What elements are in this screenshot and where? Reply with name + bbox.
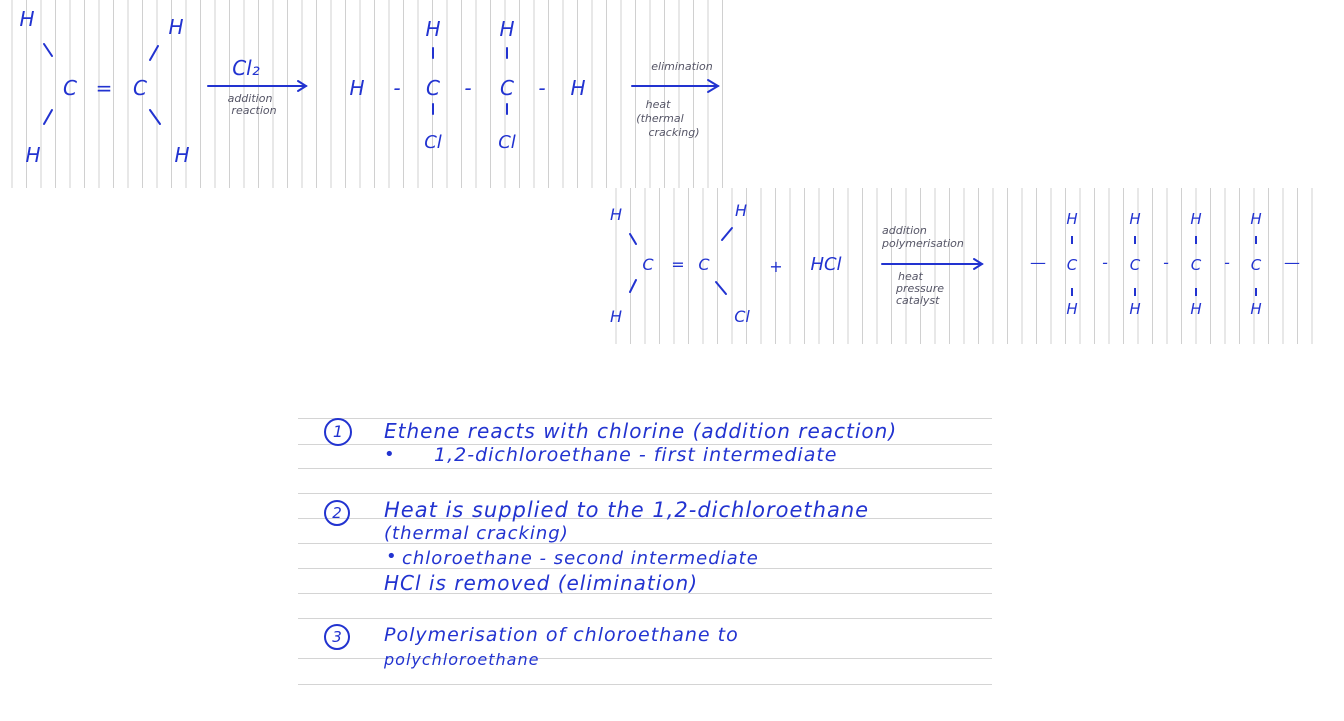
dce-c2: C [500,76,514,100]
rule-line [298,493,992,494]
arrow2-caption-line3: cracking) [648,126,700,139]
polymer-h-top: H [1190,210,1202,228]
scheme1-panel [0,0,736,188]
arrow3-caption-line3: catalyst [896,294,940,307]
polymer-bond: - [1102,253,1108,272]
scheme1-svg [0,0,736,188]
step1-marker-number: 1 [332,422,344,441]
polymer-carbon: C [1129,256,1141,274]
polymer-carbon: C [1250,256,1262,274]
dce-bond-mid: - [464,76,472,100]
arrow3-label-line1: addition [882,224,927,237]
arrow1-caption-line1: addition [227,92,273,105]
step2-marker [324,500,350,526]
polymer-h-top: H [1066,210,1078,228]
arrow1-caption-line2: reaction [231,104,277,117]
rule-line [298,684,992,685]
step3-line1: Polymerisation of chloroethane to [384,624,739,646]
dce-cl2: Cl [498,132,516,153]
dce-c1: C [426,76,440,100]
step1-bullet: • [384,444,396,465]
rule-line [298,468,992,469]
rule-line [298,618,992,619]
dce-h-right: H [570,76,586,100]
arrow2-caption-line2: (thermal [636,112,684,125]
chloroethene-cl-bottom-right: Cl [734,307,750,326]
arrow1-reagent: Cl₂ [232,56,260,80]
polymer-bond: — [1030,253,1046,272]
chloroethene-c-left: C [642,255,654,274]
polymer-bond: — [1284,253,1300,272]
step2-line4: HCl is removed (elimination) [384,571,698,595]
polymer-carbon: C [1190,256,1202,274]
dce-h-top2: H [499,17,515,41]
dce-h-top1: H [425,17,441,41]
ethene-h-bottom-right: H [174,143,190,167]
dce-bond-left: - [393,76,401,100]
arrow3-caption-line2: pressure [896,282,944,295]
polymer-h-bottom: H [1190,300,1202,318]
polymer-h-bottom: H [1250,300,1262,318]
step2-line1: Heat is supplied to the 1,2-dichloroethane [384,498,870,522]
polymer-bond: - [1224,253,1230,272]
dce-cl1: Cl [424,132,442,153]
polymer-h-top: H [1250,210,1262,228]
ethene-h-top-left: H [19,7,35,31]
polymer-h-top: H [1129,210,1141,228]
step3-marker [324,624,350,650]
step2-bullet: • [386,546,398,567]
ethene-double-bond: = [95,76,113,100]
scheme2-panel [608,188,1322,344]
chloroethene-h-top-left: H [609,205,623,224]
step2-line2: (thermal cracking) [384,523,569,544]
chloroethene-h-bottom-left: H [609,307,623,326]
polymer-h-bottom: H [1129,300,1141,318]
step1-line2: 1,2-dichloroethane - first intermediate [434,444,838,466]
notes-panel [298,412,992,692]
chloroethene-c-right: C [698,255,710,274]
ethene-h-top-right: H [168,15,184,39]
polymer-bond: - [1163,253,1169,272]
step2-line3: chloroethane - second intermediate [402,548,759,569]
chloroethene-double-bond: = [671,255,685,274]
step1-marker [324,418,352,446]
step3-line2: polychloroethane [384,650,540,669]
step3-marker-number: 3 [332,628,342,646]
hcl-formula: HCl [810,254,842,275]
plus-sign: + [769,257,783,276]
arrow3-label-line2: polymerisation [882,237,964,250]
chloroethene-h-top-right: H [734,201,748,220]
step2-marker-number: 2 [332,504,342,522]
dce-h-left: H [349,76,365,100]
polymer-h-bottom: H [1066,300,1078,318]
arrow2-label-top: elimination [651,60,713,73]
polymer-carbon: C [1066,256,1078,274]
dce-bond-right: - [538,76,546,100]
ethene-c-right: C [133,76,147,100]
ethene-c-left: C [63,76,77,100]
arrow2-caption-line1: heat [645,98,671,111]
step1-line1: Ethene reacts with chlorine (addition reaction) [384,419,898,443]
ethene-h-bottom-left: H [25,143,41,167]
scheme2-svg [608,188,1322,344]
arrow3-caption-line1: heat [898,270,923,283]
